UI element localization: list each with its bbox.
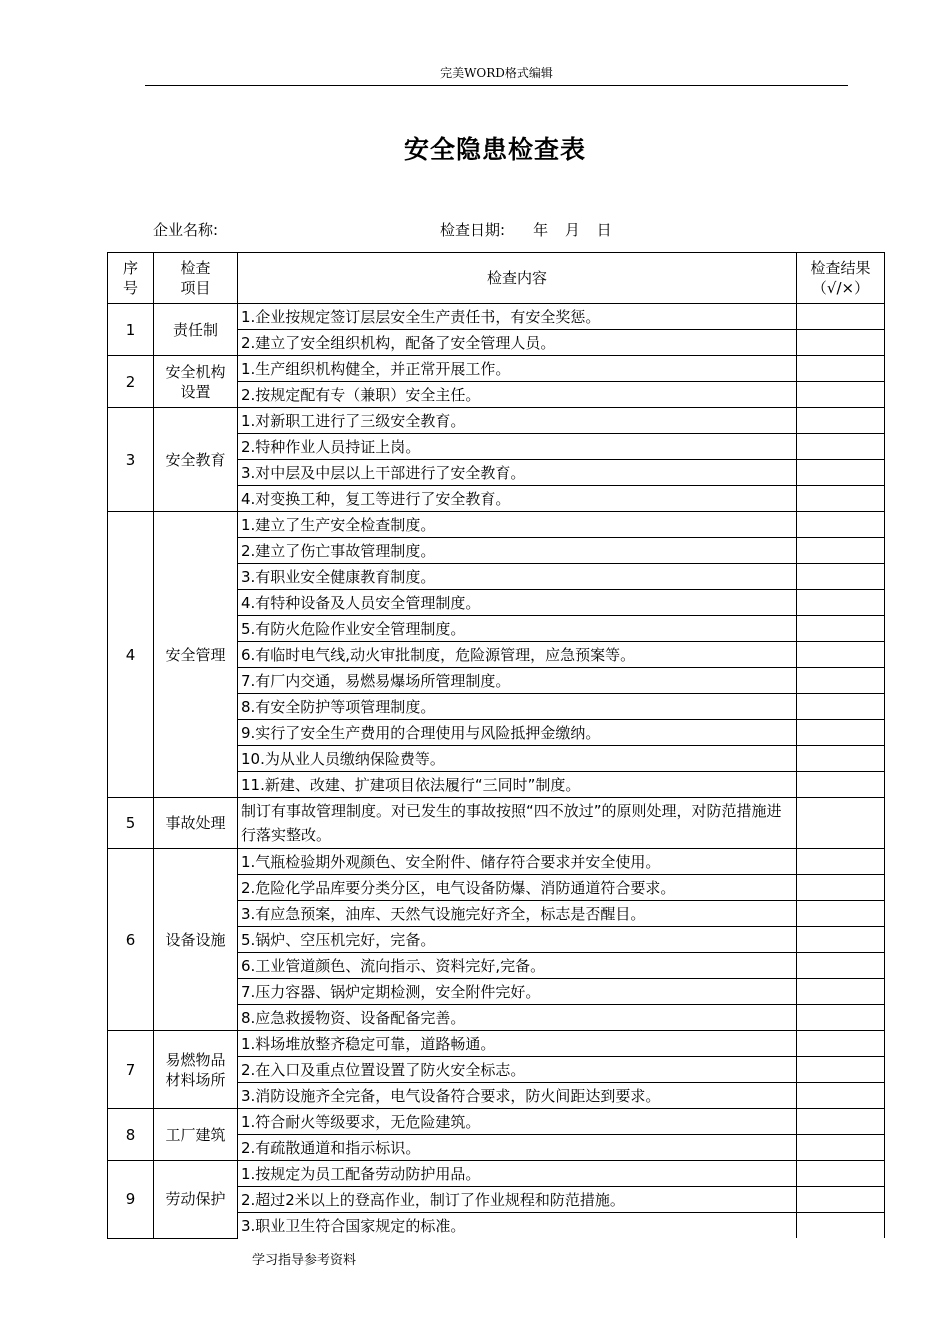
- inspection-table: [107, 252, 885, 1239]
- date-label: 检查日期:: [440, 221, 506, 239]
- inspection-content: 2.建立了伤亡事故管理制度。: [238, 538, 797, 564]
- inspection-content: 7.压力容器、锅炉定期检测，安全附件完好。: [238, 979, 797, 1005]
- inspection-content: 制订有事故管理制度。对已发生的事故按照“四不放过”的原则处理，对防范措施进行落实整改。: [238, 798, 797, 849]
- page-header: 完美WORD格式编辑: [145, 64, 848, 86]
- inspection-item-label: 设备设施: [165, 930, 226, 949]
- header-content: 检查内容: [238, 253, 797, 304]
- inspection-content: 8.有安全防护等项管理制度。: [238, 694, 797, 720]
- inspection-content: 9.实行了安全生产费用的合理使用与风险抵押金缴纳。: [238, 720, 797, 746]
- inspection-content: 2.危险化学品库要分类分区，电气设备防爆、消防通道符合要求。: [238, 875, 797, 901]
- result-cell[interactable]: [797, 642, 885, 668]
- result-cell[interactable]: [797, 330, 885, 356]
- inspection-item: [154, 798, 238, 849]
- header-no: [108, 253, 154, 304]
- row-number: 5: [108, 798, 154, 849]
- result-cell[interactable]: [797, 304, 885, 330]
- result-cell[interactable]: [797, 1031, 885, 1057]
- result-cell[interactable]: [797, 1213, 885, 1239]
- inspection-item-label: 安全教育: [165, 450, 226, 469]
- inspection-item: [154, 1161, 238, 1239]
- table-row: [108, 512, 885, 538]
- inspection-item: [154, 1031, 238, 1109]
- result-cell[interactable]: [797, 408, 885, 434]
- table-row: [108, 1109, 885, 1135]
- inspection-item: [154, 356, 238, 408]
- inspection-content: 7.有厂内交通，易燃易爆场所管理制度。: [238, 668, 797, 694]
- result-cell[interactable]: [797, 1161, 885, 1187]
- result-cell[interactable]: [797, 668, 885, 694]
- row-number: 8: [108, 1109, 154, 1161]
- inspection-content: 1.按规定为员工配备劳动防护用品。: [238, 1161, 797, 1187]
- inspection-content: 1.料场堆放整齐稳定可靠，道路畅通。: [238, 1031, 797, 1057]
- result-cell[interactable]: [797, 875, 885, 901]
- result-cell[interactable]: [797, 901, 885, 927]
- inspection-content: 1.符合耐火等级要求，无危险建筑。: [238, 1109, 797, 1135]
- table-row: [108, 408, 885, 434]
- inspection-content: 2.在入口及重点位置设置了防火安全标志。: [238, 1057, 797, 1083]
- inspection-content: 2.按规定配有专（兼职）安全主任。: [238, 382, 797, 408]
- inspection-content: 3.有应急预案，油库、天然气设施完好齐全，标志是否醒目。: [238, 901, 797, 927]
- result-cell[interactable]: [797, 772, 885, 798]
- inspection-item: [154, 304, 238, 356]
- table-row: [108, 1031, 885, 1057]
- inspection-content: 8.应急救援物资、设备配备完善。: [238, 1005, 797, 1031]
- result-cell[interactable]: [797, 356, 885, 382]
- inspection-content: 2.特种作业人员持证上岗。: [238, 434, 797, 460]
- result-cell[interactable]: [797, 694, 885, 720]
- table-row: [108, 304, 885, 330]
- result-cell[interactable]: [797, 1083, 885, 1109]
- result-cell[interactable]: [797, 1135, 885, 1161]
- inspection-content: 10.为从业人员缴纳保险费等。: [238, 746, 797, 772]
- inspection-item-label: 易燃物品材料场所: [165, 1050, 226, 1089]
- header-item: [154, 253, 238, 304]
- inspection-item: [154, 849, 238, 1031]
- inspection-content: 1.生产组织机构健全，并正常开展工作。: [238, 356, 797, 382]
- table-row: [108, 356, 885, 382]
- page-footer: 学习指导参考资料: [252, 1253, 357, 1268]
- header-item-line1: 检查: [180, 259, 211, 277]
- inspection-content: 3.对中层及中层以上干部进行了安全教育。: [238, 460, 797, 486]
- row-number: 9: [108, 1161, 154, 1239]
- inspection-content: 2.建立了安全组织机构，配备了安全管理人员。: [238, 330, 797, 356]
- inspection-item-label: 事故处理: [165, 814, 226, 832]
- row-number: 3: [108, 408, 154, 512]
- result-cell[interactable]: [797, 564, 885, 590]
- inspection-content: 6.工业管道颜色、流向指示、资料完好,完备。: [238, 953, 797, 979]
- result-cell[interactable]: [797, 1187, 885, 1213]
- inspection-item-label: 责任制: [172, 320, 218, 339]
- result-cell[interactable]: [797, 953, 885, 979]
- row-number: 6: [108, 849, 154, 1031]
- inspection-content: 6.有临时电气线,动火审批制度，危险源管理，应急预案等。: [238, 642, 797, 668]
- company-name-label: 企业名称:: [153, 221, 219, 239]
- result-cell[interactable]: [797, 616, 885, 642]
- inspection-item: [154, 408, 238, 512]
- row-number: 2: [108, 356, 154, 408]
- inspection-content: 1.气瓶检验期外观颜色、安全附件、储存符合要求并安全使用。: [238, 849, 797, 875]
- inspection-content: 2.有疏散通道和指示标识。: [238, 1135, 797, 1161]
- row-number: 4: [108, 512, 154, 798]
- inspection-content: 4.有特种设备及人员安全管理制度。: [238, 590, 797, 616]
- inspection-content: 4.对变换工种，复工等进行了安全教育。: [238, 486, 797, 512]
- inspection-item-label: 安全管理: [165, 645, 226, 664]
- inspection-content: 3.有职业安全健康教育制度。: [238, 564, 797, 590]
- header-no-line2: 号: [122, 279, 138, 297]
- result-cell[interactable]: [797, 590, 885, 616]
- result-cell[interactable]: [797, 1057, 885, 1083]
- result-cell[interactable]: [797, 798, 885, 849]
- result-cell[interactable]: [797, 512, 885, 538]
- header-result: [797, 253, 885, 304]
- inspection-content: 11.新建、改建、扩建项目依法履行“三同时”制度。: [238, 772, 797, 798]
- result-cell[interactable]: [797, 720, 885, 746]
- inspection-date-label: [440, 219, 612, 240]
- inspection-content: 2.超过2米以上的登高作业，制订了作业规程和防范措施。: [238, 1187, 797, 1213]
- table-row: [108, 798, 885, 849]
- table-row: [108, 849, 885, 875]
- inspection-content: 3.消防设施齐全完备，电气设备符合要求，防火间距达到要求。: [238, 1083, 797, 1109]
- result-cell[interactable]: [797, 1109, 885, 1135]
- table-row: [108, 1161, 885, 1187]
- header-no-line1: 序: [122, 259, 138, 277]
- header-result-line1: 检查结果: [810, 259, 871, 277]
- inspection-content: 3.职业卫生符合国家规定的标准。: [238, 1213, 797, 1239]
- page-title: 安全隐患检查表: [403, 135, 586, 164]
- inspection-content: 5.有防火危险作业安全管理制度。: [238, 616, 797, 642]
- result-cell[interactable]: [797, 538, 885, 564]
- result-cell[interactable]: [797, 434, 885, 460]
- header-result-line2: （√/×）: [811, 279, 870, 297]
- inspection-content: 1.对新职工进行了三级安全教育。: [238, 408, 797, 434]
- date-fields: 年 月 日: [533, 221, 612, 239]
- inspection-item: [154, 1109, 238, 1161]
- inspection-content: 1.企业按规定签订层层安全生产责任书，有安全奖惩。: [238, 304, 797, 330]
- header-item-line2: 项目: [180, 279, 211, 297]
- inspection-item-label: 安全机构设置: [165, 362, 226, 401]
- result-cell[interactable]: [797, 927, 885, 953]
- result-cell[interactable]: [797, 746, 885, 772]
- inspection-content: 1.建立了生产安全检查制度。: [238, 512, 797, 538]
- inspection-item-label: 劳动保护: [165, 1190, 226, 1209]
- inspection-item-label: 工厂建筑: [165, 1125, 226, 1144]
- table-header-row: [108, 253, 885, 304]
- result-cell[interactable]: [797, 382, 885, 408]
- row-number: 7: [108, 1031, 154, 1109]
- inspection-item: [154, 512, 238, 798]
- inspection-content: 5.锅炉、空压机完好，完备。: [238, 927, 797, 953]
- result-cell[interactable]: [797, 486, 885, 512]
- result-cell[interactable]: [797, 1005, 885, 1031]
- row-number: 1: [108, 304, 154, 356]
- result-cell[interactable]: [797, 460, 885, 486]
- result-cell[interactable]: [797, 979, 885, 1005]
- result-cell[interactable]: [797, 849, 885, 875]
